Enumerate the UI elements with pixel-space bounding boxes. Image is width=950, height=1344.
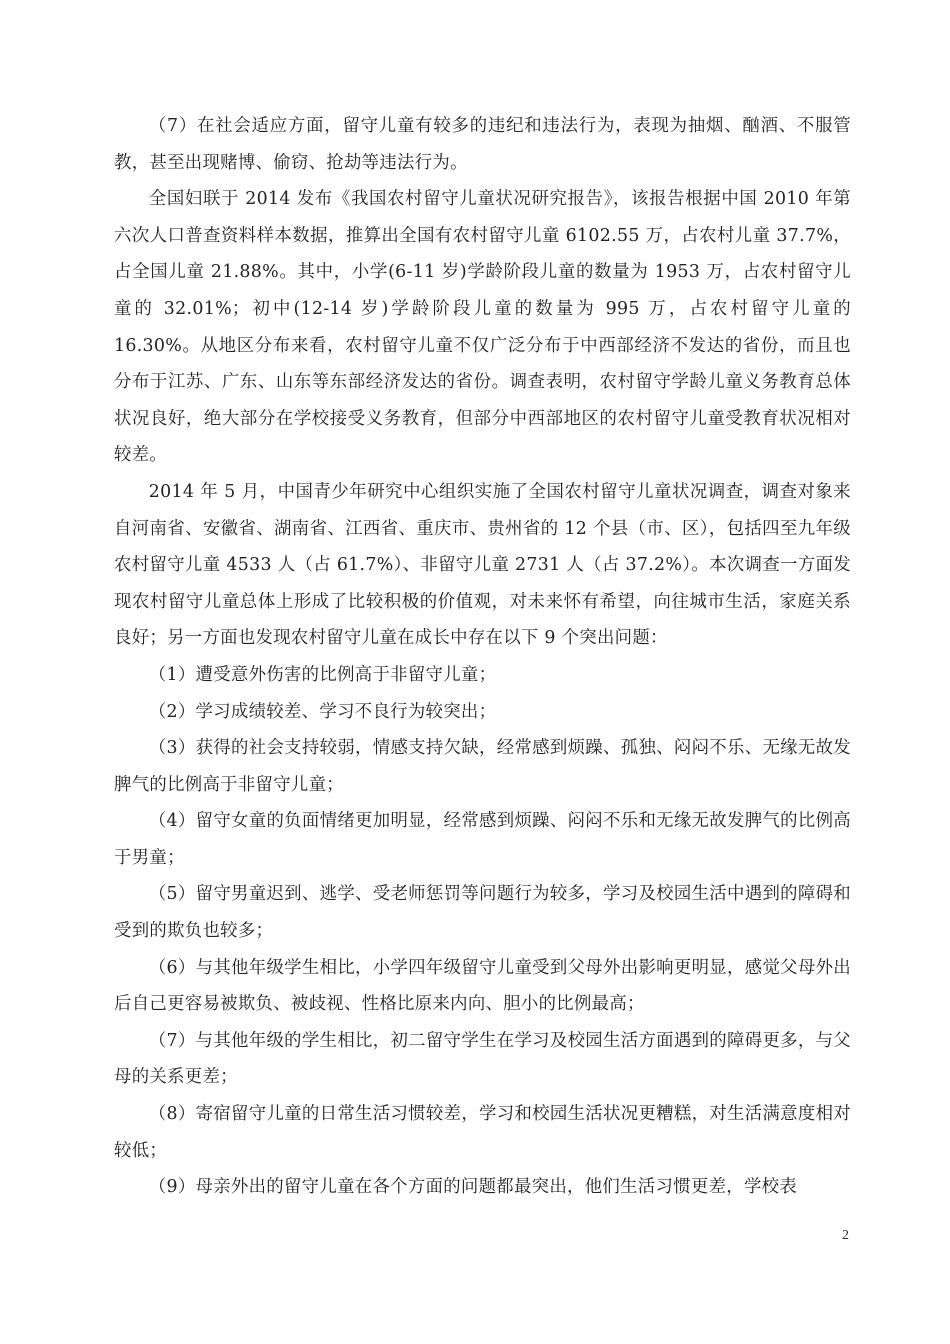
paragraph: 全国妇联于 2014 发布《我国农村留守儿童状况研究报告》，该报告根据中国 2010 年第六次人口普查资料样本数据，推算出全国有农村留守儿童 6102.55 万，占农村儿童 37.7%，占全国儿童 21.88%。其中，小学(6-11 岁)学龄阶段儿童的数量为 1953 万，占农村留守儿童的 32.01%；初中(12-14 岁)学龄阶段儿童的数量为 995 万，占农村留守儿童的 16.30%。从地区分布来看，农村留守儿童不仅广泛分布于中西部经济不发达的省份，而且也分布于江苏、广东、山东等东部经济发达的省份。调查表明，农村留守学龄儿童义务教育总体状况良好，绝大部分在学校接受义务教育，但部分中西部地区的农村留守儿童受教育状况相对较差。 xyxy=(114,189,851,466)
list-item: （7）与其他年级的学生相比，初二留守学生在学习及校园生活方面遇到的障碍更多，与父母的关系更差； xyxy=(114,1030,851,1088)
list-item: （1）遭受意外伤害的比例高于非留守儿童； xyxy=(148,664,497,685)
list-item: （3）获得的社会支持较弱，情感支持欠缺，经常感到烦躁、孤独、闷闷不乐、无缘无故发脾气的比例高于非留守儿童； xyxy=(114,738,851,795)
paragraph: （7）在社会适应方面，留守儿童有较多的违纪和违法行为，表现为抽烟、酗酒、不服管教，甚至出现赌博、偷窃、抢劫等违法行为。 xyxy=(114,116,851,173)
list-item: （8）寄宿留守儿童的日常生活习惯较差，学习和校园生活状况更糟糕，对生活满意度相对较低； xyxy=(114,1104,851,1161)
document-body xyxy=(114,108,851,1206)
list-item: （2）学习成绩较差、学习不良行为较突出； xyxy=(148,701,497,722)
list-item: （5）留守男童迟到、逃学、受老师惩罚等问题行为较多，学习及校园生活中遇到的障碍和受到的欺负也较多； xyxy=(114,884,851,942)
paragraph: 2014 年 5 月，中国青少年研究中心组织实施了全国农村留守儿童状况调查，调查对象来自河南省、安徽省、湖南省、江西省、重庆市、贵州省的 12 个县（市、区），包括四至九年级农村留守儿童 4533 人（占 61.7%）、非留守儿童 2731 人（占 37.2%）。本次调查一方面发现农村留守儿童总体上形成了比较积极的价值观，对未来怀有希望，向往城市生活，家庭关系良好；另一方面也发现农村留守儿童在成长中存在以下 9 个突出问题： xyxy=(114,481,851,649)
list-item: （9）母亲外出的留守儿童在各个方面的问题都最突出，他们生活习惯更差，学校表 xyxy=(148,1177,798,1198)
list-item: （6）与其他年级学生相比，小学四年级留守儿童受到父母外出影响更明显，感觉父母外出后自己更容易被欺负、被歧视、性格比原来内向、胆小的比例最高； xyxy=(114,957,851,1015)
page-number: 2 xyxy=(842,1228,849,1243)
list-item: （4）留守女童的负面情绪更加明显，经常感到烦躁、闷闷不乐和无缘无故发脾气的比例高于男童； xyxy=(114,811,851,868)
